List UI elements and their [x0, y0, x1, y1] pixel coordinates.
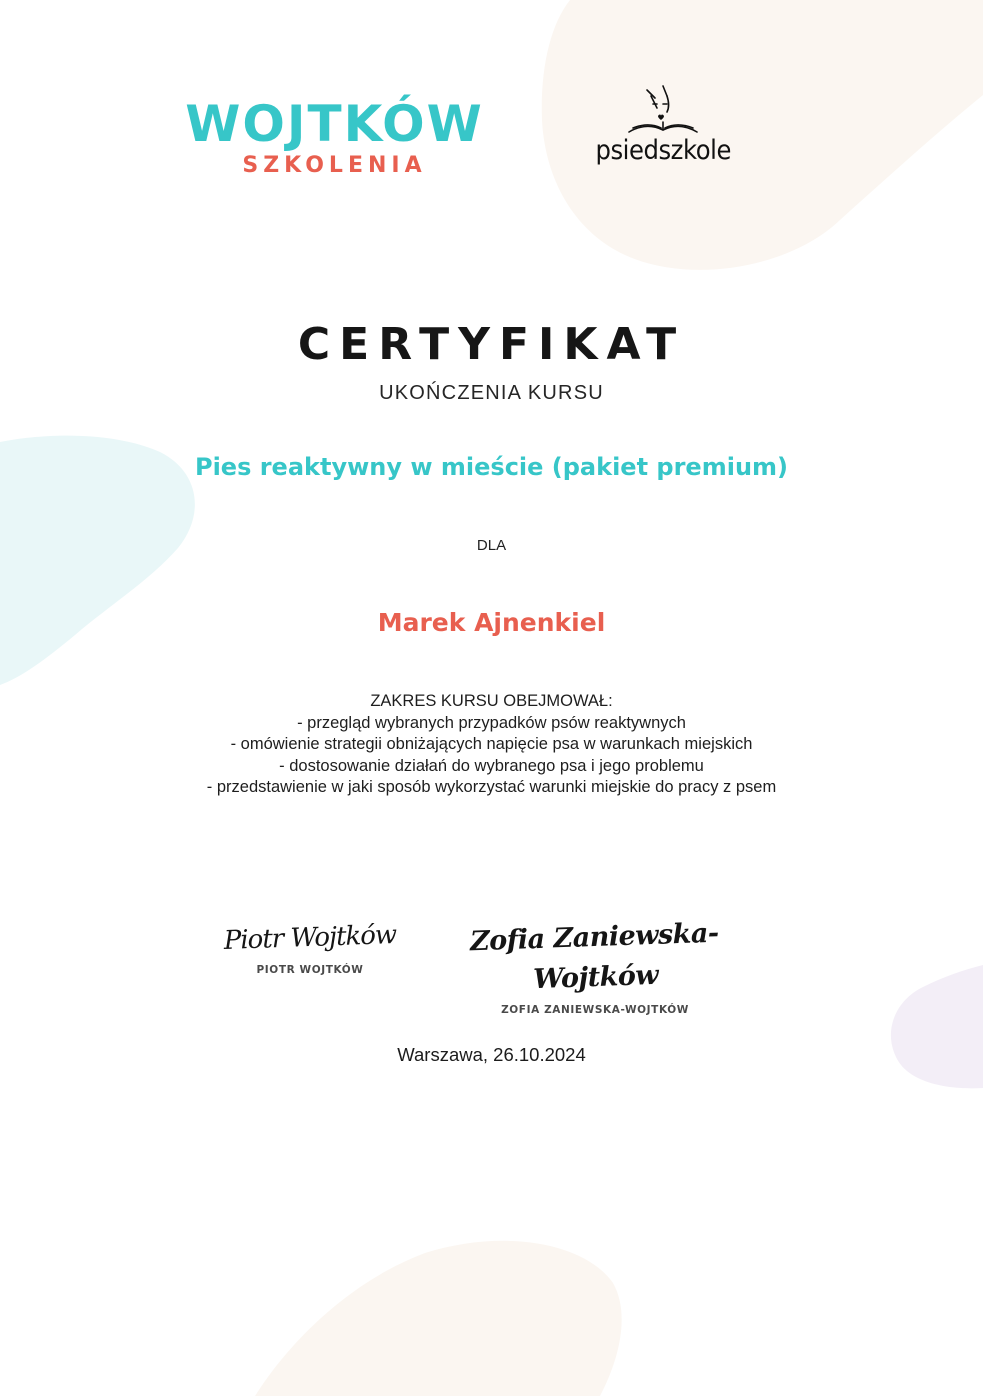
scope-item: - dostosowanie działań do wybranego psa i jego problemu [279, 756, 704, 775]
scope-item: - omówienie strategii obniżających napięcie psa w warunkach miejskich [230, 735, 753, 753]
scope-item: - przedstawienie w jaki sposób wykorzystać warunki miejskie do pracy z psem [206, 778, 777, 796]
recipient-name: Marek Ajnenkiel [377, 608, 606, 637]
scope-item: - przegląd wybranych przypadków psów reaktywnych [297, 713, 686, 732]
course-name: Pies reaktywny w mieście (pakiet premium) [194, 453, 788, 481]
logo-wojtkow-text: WOJTKÓW [185, 95, 484, 153]
signatory-name-piotr: PIOTR WOJTKÓW [256, 964, 364, 976]
wojtkow-szkolenia-logo [172, 96, 497, 180]
scope-heading: ZAKRES KURSU OBEJMOWAŁ: [370, 692, 613, 710]
for-label: DLA [476, 537, 507, 554]
logo-psiedszkole-text: psiedszkole [595, 135, 731, 166]
signature-block-piotr [210, 918, 410, 976]
signature-zofia: Zofia Zaniewska-Wojtków [469, 917, 720, 996]
course-scope [0, 691, 983, 799]
signature-block-zofia [430, 918, 760, 1016]
logo-szkolenia-text: SZKOLENIA [242, 153, 427, 178]
certificate-subtitle: UKOŃCZENIA KURSU [379, 382, 604, 404]
cat-on-book-icon [623, 82, 703, 138]
certificate-title: CERTYFIKAT [297, 319, 686, 370]
psiedszkole-logo [588, 82, 738, 166]
signature-piotr: Piotr Wojtków [223, 920, 397, 956]
place-and-date: Warszawa, 26.10.2024 [397, 1044, 586, 1065]
signatory-name-zofia: ZOFIA ZANIEWSKA-WOJTKÓW [501, 1004, 689, 1016]
